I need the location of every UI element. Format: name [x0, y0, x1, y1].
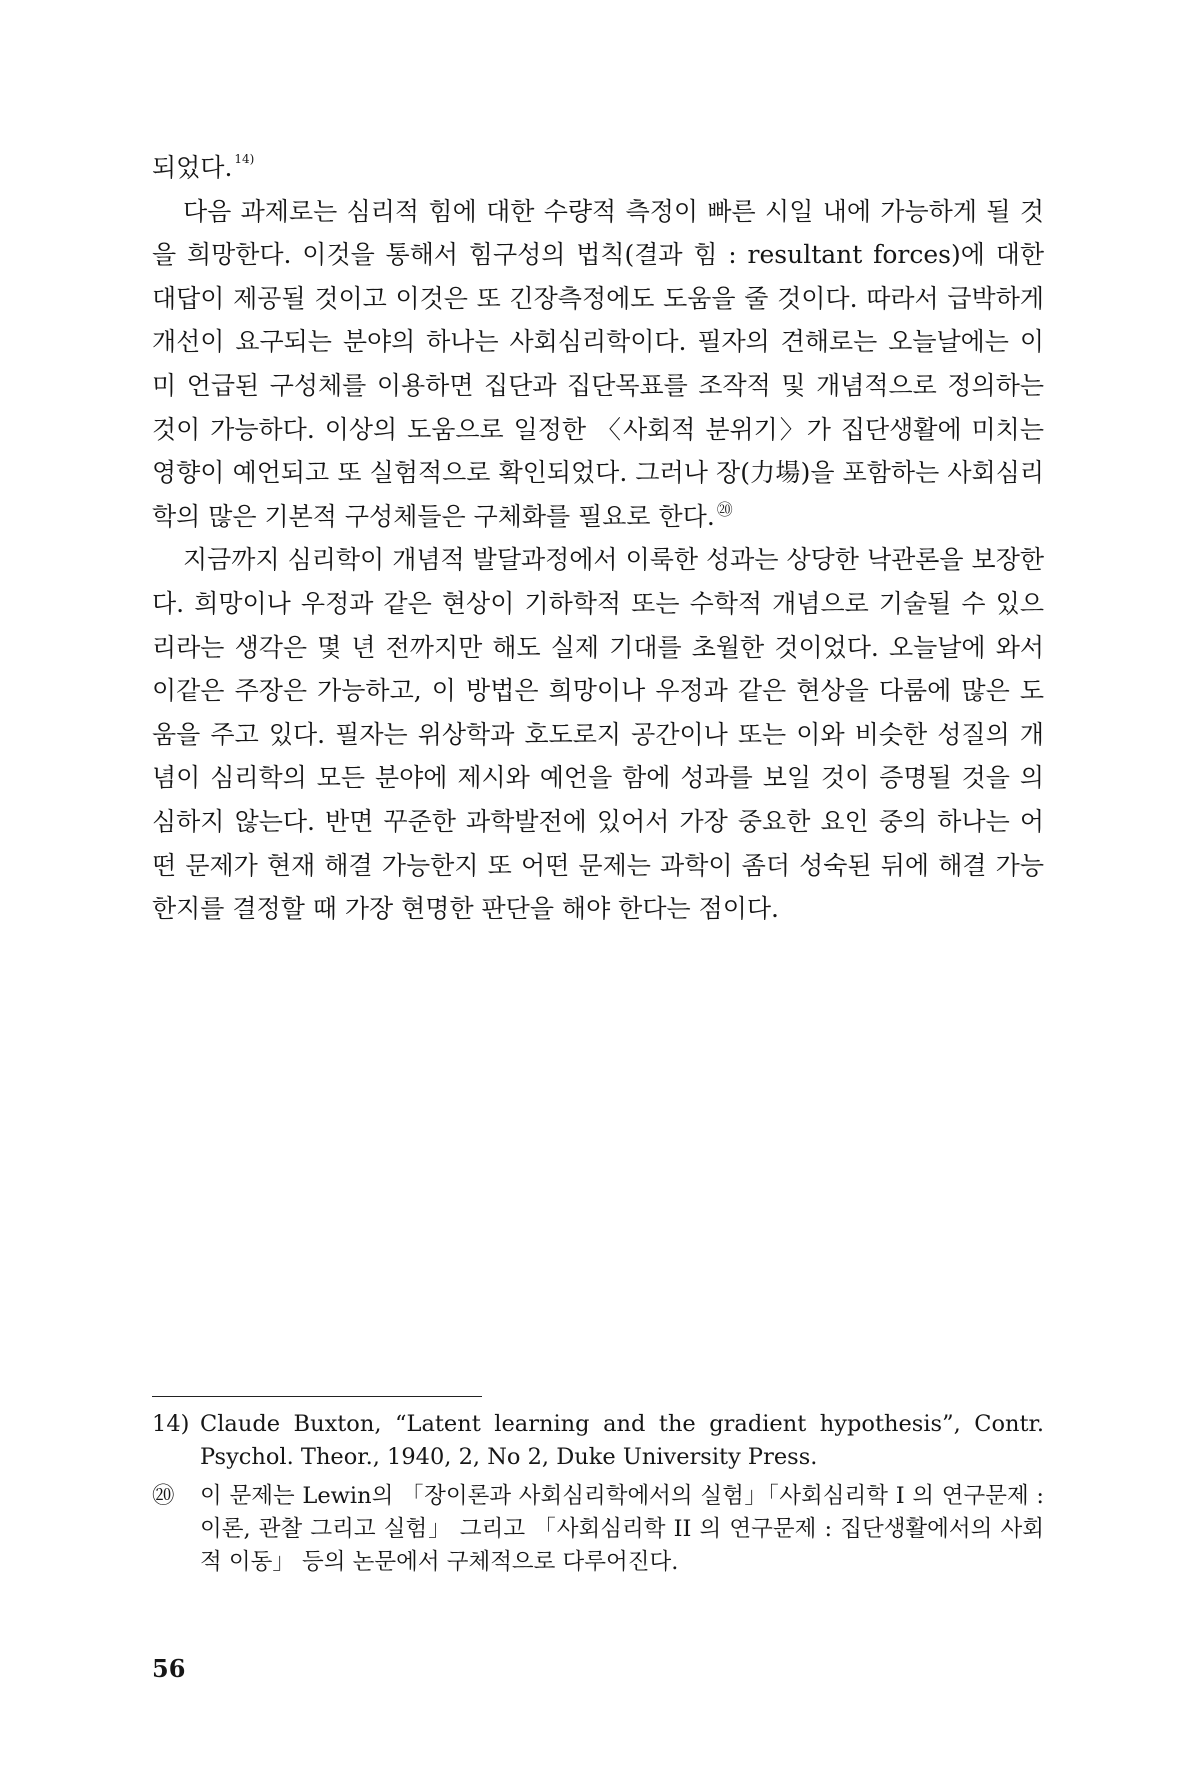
footnote-ref-14: 14): [234, 152, 255, 166]
footnote-14-mark: 14): [152, 1411, 190, 1437]
paragraph-1-text: 되었다.: [152, 153, 233, 182]
paragraph-3-text: 지금까지 심리학이 개념적 발달과정에서 이룩한 성과는 상당한 낙관론을 보장한다. 희망이나 우정과 같은 현상이 기하학적 또는 수학적 개념으로 기술될 수 있으리라는 생각은 몇 년 전까지만 해도 실제 기대를 초월한 것이었다. 오늘날에 와서 이같은 주장은 가능하고, 이 방법은 희망이나 우정과 같은 현상을 다룸에 많은 도움을 주고 있다. 필자는 위상학과 호도로지 공간이나 또는 이와 비슷한 성질의 개념이 심리학의 모든 분야에 제시와 예언을 함에 성과를 보일 것이 증명될 것을 의심하지 않는다. 반면 꾸준한 과학발전에 있어서 가장 중요한 요인 중의 하나는 어떤 문제가 현재 해결 가능한지 또 어떤 문제는 과학이 좀더 성숙된 뒤에 해결 가능한지를 결정할 때 가장 현명한 판단을 해야 한다는 점이다.: [152, 545, 1044, 924]
paragraph-2-text: 다음 과제로는 심리적 힘에 대한 수량적 측정이 빠른 시일 내에 가능하게 될 것을 희망한다. 이것을 통해서 힘구성의 법칙(결과 힘 : resultant forces)에 대한 대답이 제공될 것이고 이것은 또 긴장측정에도 도움을 줄 것이다. 따라서 급박하게 개선이 요구되는 분야의 하나는 사회심리학이다. 필자의 견해로는 오늘날에는 이미 언급된 구성체를 이용하면 집단과 집단목표를 조작적 및 개념적으로 정의하는 것이 가능하다. 이상의 도움으로 일정한 〈사회적 분위기〉가 집단생활에 미치는 영향이 예언되고 또 실험적으로 확인되었다. 그러나 장(力場)을 포함하는 사회심리학의 많은 기본적 구성체들은 구체화를 필요로 한다.: [152, 196, 1044, 531]
body-text: [152, 146, 1044, 931]
page-number: 56: [152, 1654, 186, 1683]
footnote-20-text: 이 문제는 Lewin의 「장이론과 사회심리학에서의 실험」「사회심리학 I 의 연구문제 : 이론, 관찰 그리고 실험」 그리고 「사회심리학 II 의 연구문제 : 집단생활에서의 사회적 이동」 등의 논문에서 구체적으로 다루어진다.: [200, 1483, 1044, 1575]
paragraph-3: [152, 538, 1044, 930]
footnote-14-text: Claude Buxton, “Latent learning and the gradient hypothesis”, Contr. Psychol. Theor., 1940, 2, No 2, Duke University Press.: [200, 1411, 1044, 1470]
paragraph-1: [152, 146, 1044, 190]
footnote-20-mark: ⑳: [152, 1483, 175, 1509]
footnote-ref-20: ⑳: [716, 499, 733, 519]
footnote-20: [152, 1480, 1044, 1579]
paragraph-2: [152, 190, 1044, 539]
footnotes: [152, 1408, 1044, 1585]
footnote-divider: [152, 1396, 482, 1397]
footnote-14: [152, 1408, 1044, 1474]
